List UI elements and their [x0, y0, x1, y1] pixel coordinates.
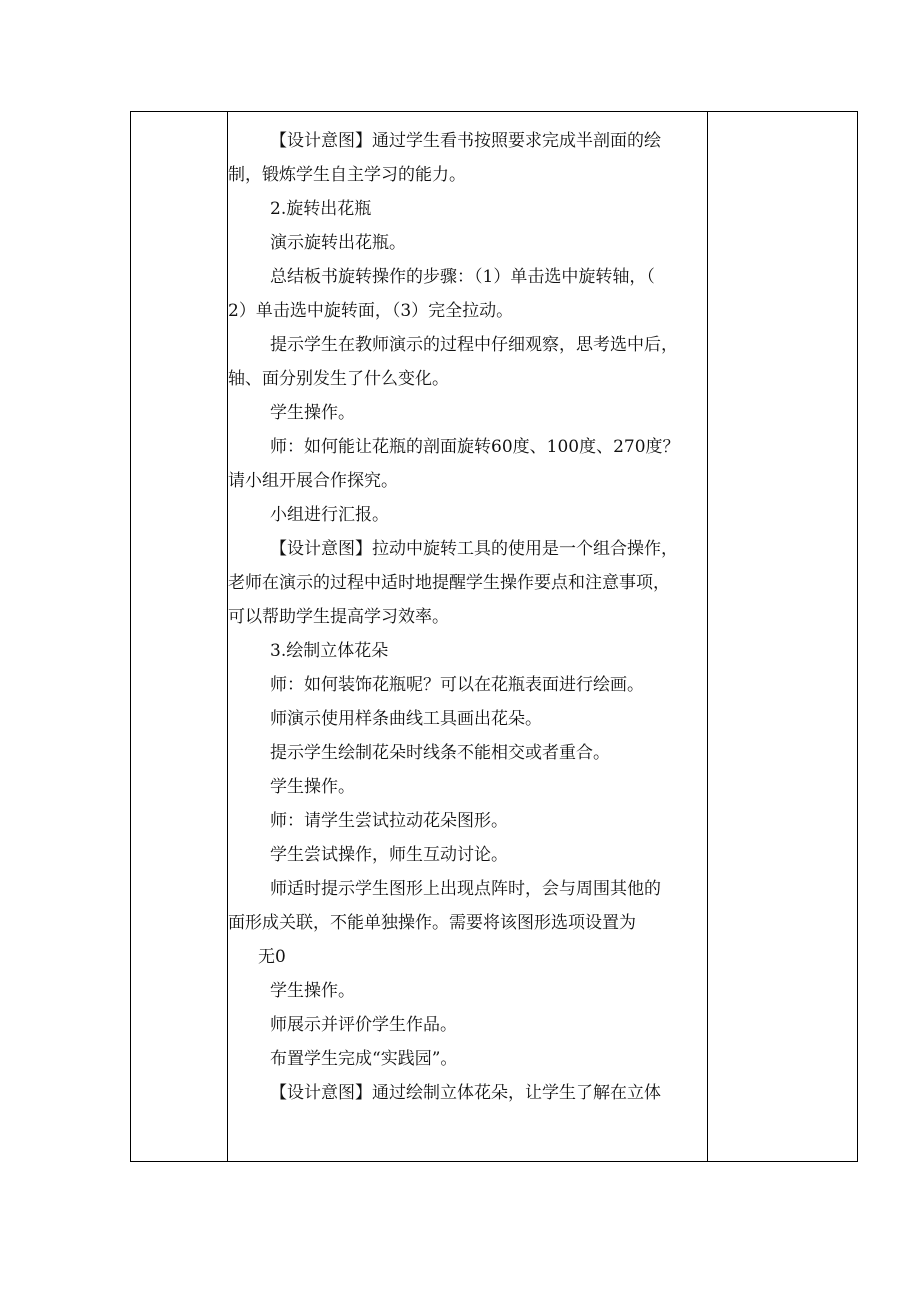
text-line: 师展示并评价学生作品。 — [270, 1015, 457, 1035]
text-line: 师：如何能让花瓶的剖面旋转60度、100度、270度？ — [270, 437, 680, 457]
text-line: 演示旋转出花瓶。 — [270, 233, 406, 253]
text-line: 2.旋转出花瓶 — [270, 199, 372, 219]
text-line: 2）单击选中旋转面，（3）完全拉动。 — [228, 301, 514, 321]
text-line: 布置学生完成“实践园”。 — [270, 1049, 458, 1069]
text-line: 提示学生绘制花朵时线条不能相交或者重合。 — [270, 743, 610, 763]
text-line: 师演示使用样条曲线工具画出花朵。 — [270, 709, 542, 729]
text-line: 学生尝试操作，师生互动讨论。 — [270, 845, 508, 865]
text-line: 面形成关联，不能单独操作。需要将该图形选项设置为 — [228, 913, 636, 933]
text-line: 学生操作。 — [270, 403, 355, 423]
text-line: 小组进行汇报。 — [270, 505, 389, 525]
text-line: 【设计意图】通过绘制立体花朵，让学生了解在立体 — [270, 1083, 661, 1103]
text-line: 学生操作。 — [270, 981, 355, 1001]
teaching-process-cell — [228, 124, 706, 1110]
text-line: 制，锻炼学生自主学习的能力。 — [228, 165, 466, 185]
text-line: 总结板书旋转操作的步骤：（1）单击选中旋转轴，（ — [270, 267, 655, 287]
text-line: 【设计意图】拉动中旋转工具的使用是一个组合操作， — [270, 539, 678, 559]
text-line: 无0 — [258, 947, 286, 967]
text-line: 老师在演示的过程中适时地提醒学生操作要点和注意事项， — [228, 573, 670, 593]
text-line: 请小组开展合作探究。 — [228, 471, 398, 491]
text-line: 【设计意图】通过学生看书按照要求完成半剖面的绘 — [270, 131, 661, 151]
text-line: 学生操作。 — [270, 777, 355, 797]
text-line: 师：请学生尝试拉动花朵图形。 — [270, 811, 508, 831]
text-line: 师适时提示学生图形上出现点阵时，会与周围其他的 — [270, 879, 661, 899]
table-column-divider-right — [707, 112, 708, 1161]
text-line: 可以帮助学生提高学习效率。 — [228, 607, 449, 627]
text-line: 提示学生在教师演示的过程中仔细观察，思考选中后， — [270, 335, 678, 355]
text-line: 3.绘制立体花朵 — [270, 641, 389, 661]
text-line: 师：如何装饰花瓶呢？可以在花瓶表面进行绘画。 — [270, 675, 644, 695]
text-line: 轴、面分别发生了什么变化。 — [228, 369, 449, 389]
